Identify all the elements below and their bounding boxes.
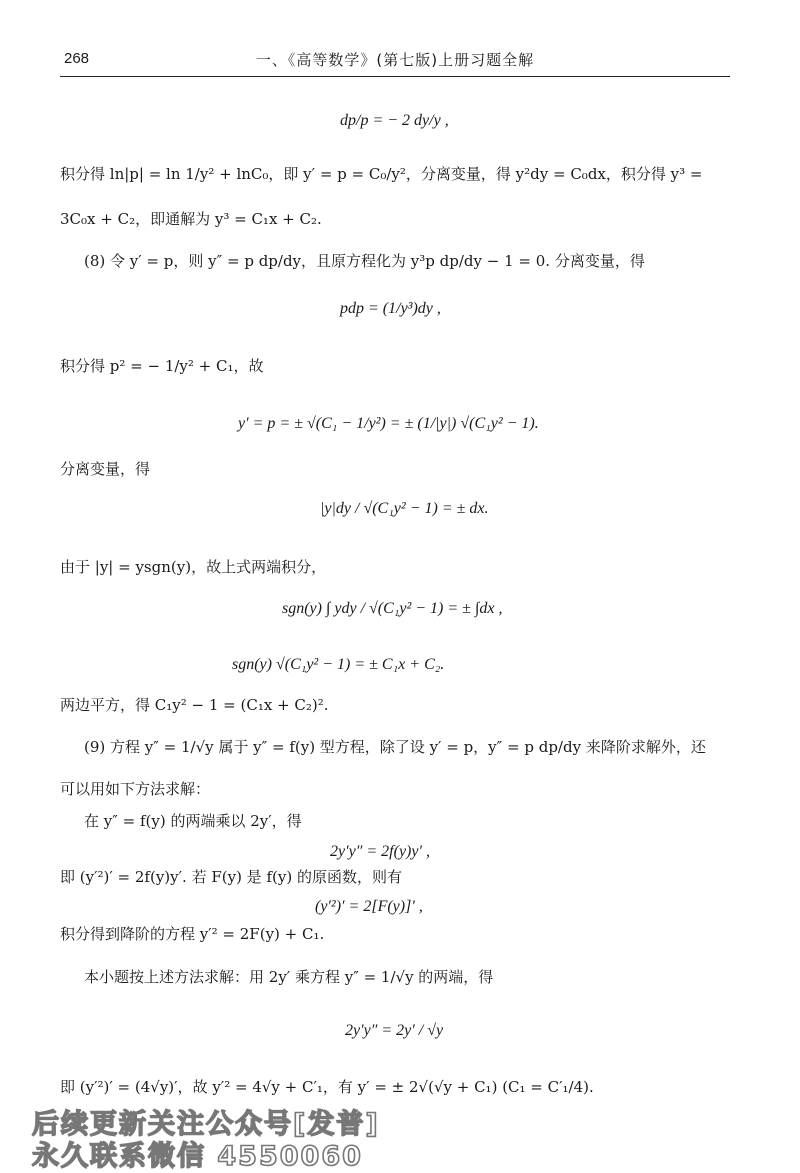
equation-3: y′ = p = ± √(C₁ − 1/y²) = ± (1/|y|) √(C₁y² − 1).	[238, 415, 539, 432]
equation-5: sgn(y) ∫ ydy / √(C₁y² − 1) = ± ∫dx ,	[282, 600, 503, 617]
paragraph-13: 本小题按上述方法求解：用 2y′ 乘方程 y″ = 1/√y 的两端，得	[84, 968, 494, 986]
paragraph-9: 可以用如下方法求解：	[60, 780, 211, 798]
page-number: 268	[64, 50, 90, 67]
paragraph-3: (8) 令 y′ = p，则 y″ = p dp/dy，且原方程化为 y³p dp/dy − 1 = 0. 分离变量，得	[84, 252, 645, 270]
equation-7: 2y′y″ = 2f(y)y′ ,	[330, 843, 430, 860]
equation-6: sgn(y) √(C₁y² − 1) = ± C₁x + C₂.	[232, 656, 445, 673]
paragraph-6: 由于 |y| = ysgn(y)，故上式两端积分，	[60, 558, 327, 576]
equation-2: pdp = (1/y³)dy ,	[340, 300, 441, 317]
equation-9: 2y′y″ = 2y′ / √y	[345, 1022, 444, 1039]
paragraph-11: 即 (y′²)′ = 2f(y)y′. 若 F(y) 是 f(y) 的原函数，则有	[60, 868, 402, 886]
paragraph-1: 积分得 ln|p| = ln 1/y² + lnC₀，即 y′ = p = C₀/y²，分离变量，得 y²dy = C₀dx，积分得 y³ =	[60, 165, 703, 183]
equation-4: |y|dy / √(C₁y² − 1) = ± dx.	[320, 500, 489, 517]
equation-8: (y′²)′ = 2[F(y)]′ ,	[315, 898, 423, 915]
paragraph-5: 分离变量，得	[60, 460, 151, 478]
paragraph-14: 即 (y′²)′ = (4√y)′，故 y′² = 4√y + C′₁，有 y′ = ± 2√(√y + C₁) (C₁ = C′₁/4).	[60, 1078, 594, 1096]
paragraph-12: 积分得到降阶的方程 y′² = 2F(y) + C₁.	[60, 925, 325, 943]
paragraph-4: 积分得 p² = − 1/y² + C₁，故	[60, 357, 264, 375]
watermark-line-2: 永久联系微信 4550060	[32, 1141, 363, 1172]
paragraph-10: 在 y″ = f(y) 的两端乘以 2y′，得	[84, 812, 302, 830]
paragraph-8: (9) 方程 y″ = 1/√y 属于 y″ = f(y) 型方程，除了设 y′ = p，y″ = p dp/dy 来降阶求解外，还	[84, 738, 706, 756]
page-header	[60, 48, 730, 77]
paragraph-7: 两边平方，得 C₁y² − 1 = (C₁x + C₂)².	[60, 696, 329, 714]
watermark-line-1: 后续更新关注公众号[发普]	[32, 1109, 380, 1140]
paragraph-2: 3C₀x + C₂，即通解为 y³ = C₁x + C₂.	[60, 210, 322, 228]
running-title: 一、《高等数学》(第七版)上册习题全解	[255, 51, 535, 69]
equation-1: dp/p = − 2 dy/y ,	[340, 112, 449, 129]
